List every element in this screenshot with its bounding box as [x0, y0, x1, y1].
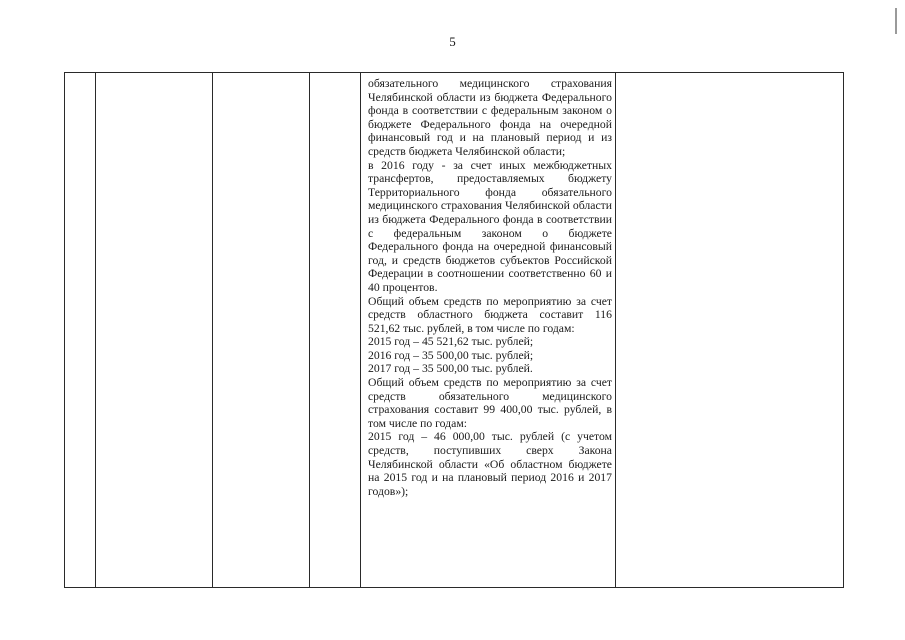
description-paragraph: в 2016 году - за счет иных межбюджетных трансфертов, предоставляемых бюджету Территориального фонда обязательного медицинского страхования Челябинской области из бюджета Федерального фонда в соответствии с федеральным законом о бюджете Федерального фонда на очередной финансовый год, и средств бюджетов субъектов Российской Федерации в соотношении соответственно 60 и 40 процентов. [368, 158, 612, 294]
column-divider-3 [309, 73, 310, 587]
column-divider-2 [212, 73, 213, 587]
scan-edge-mark [895, 8, 897, 34]
description-cell [368, 77, 612, 498]
description-paragraph: 2015 год – 46 000,00 тыс. рублей (с учетом средств, поступивших сверх Закона Челябинской области «Об областном бюджете на 2015 год и на плановый период 2016 и 2017 годов»); [368, 430, 612, 498]
table-frame [64, 72, 844, 588]
description-paragraph: Общий объем средств по мероприятию за счет средств областного бюджета составит 116 521,62 тыс. рублей, в том числе по годам: [368, 294, 612, 335]
column-divider-4 [360, 73, 361, 587]
description-paragraph: обязательного медицинского страхования Челябинской области из бюджета Федерального фонда в соответствии с федеральным законом о бюджете Федерального фонда на очередной финансовый год и на плановый период и из средств бюджета Челябинской области; [368, 77, 612, 158]
description-paragraph: 2017 год – 35 500,00 тыс. рублей. [368, 362, 533, 376]
column-divider-1 [95, 73, 96, 587]
column-divider-5 [615, 73, 616, 587]
page-number: 5 [449, 34, 456, 49]
description-paragraph: 2016 год – 35 500,00 тыс. рублей; [368, 348, 534, 362]
description-paragraph: Общий объем средств по мероприятию за счет средств обязательного медицинского страхования составит 99 400,00 тыс. рублей, в том числе по годам: [368, 376, 612, 430]
description-paragraph: 2015 год – 45 521,62 тыс. рублей; [368, 335, 534, 349]
